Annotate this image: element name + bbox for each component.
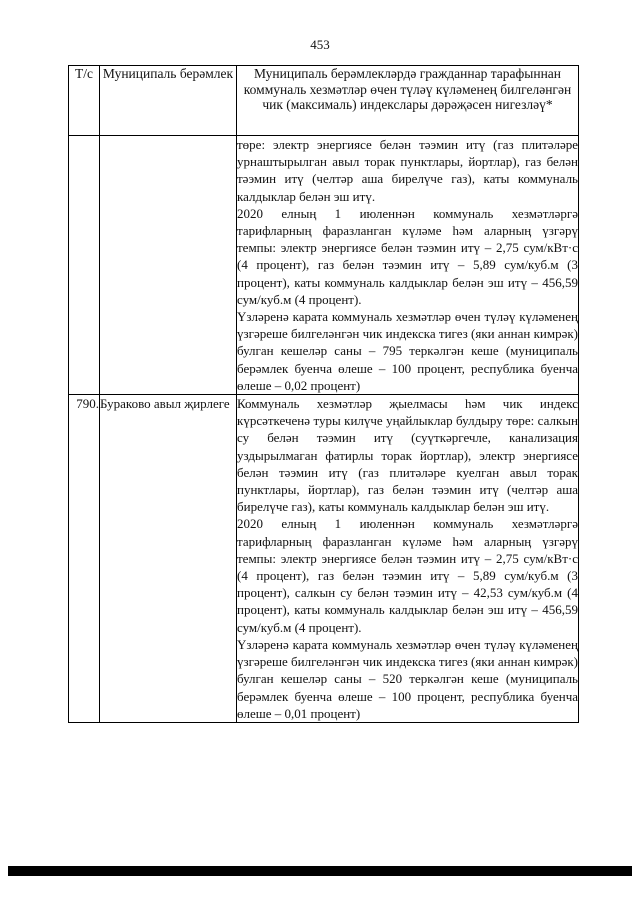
indices-table	[68, 65, 579, 723]
paragraph: 2020 елның 1 июленнән коммуналь хезмәтләргә тарифларның фаразланган күләме һәм аларның үзгәрү темпы: электр энергиясе белән тәэмин итү – 2,75 сум/кВт·с (4 процент), газ белән тәэмин итү – 5,89 сум/куб.м (3 процент), салкын су белән тәэмин итү – 42,53 сум/куб.м (4 процент), каты коммуналь калдыклар белән эш итү – 456,59 сум/куб.м (4 процент).	[237, 516, 578, 635]
scan-border-bar	[8, 866, 632, 876]
row-number	[69, 136, 100, 395]
row-number: 790.	[69, 395, 100, 723]
header-number: Т/с	[69, 66, 100, 136]
table-row	[69, 136, 579, 395]
paragraph: Үзләренә карата коммуналь хезмәтләр өчен түләү күләменең үзгәреше билгеләнгән чик индекска тигез (яки аннан кимрәк) булган кешеләр саны – 520 теркәлгән кеше (муниципаль берәмлек буенча өлеше – 100 процент, республика буенча өлеше – 0,01 процент)	[237, 636, 578, 721]
row-municipality: Бураково авыл җирлеге	[100, 395, 237, 723]
table-header-row	[69, 66, 579, 136]
row-justification	[237, 395, 579, 723]
paragraph: Коммуналь хезмәтләр җыелмасы һәм чик индекс күрсәткеченә туры килүче уңайлыклар булдыру төре: салкын су белән тәэмин итү (суүткәргечле, канализация уздырылмаган фатирлы торак йортлар), электр энергиясе белән тәэмин итү (газ плитәләре куелган авыл торак пунктлары, йортлар), газ белән тәэмин итү (челтәр аша бирелүче газ), каты коммуналь калдыклар белән эш итү.	[237, 396, 578, 515]
paragraph: 2020 елның 1 июленнән коммуналь хезмәтләргә тарифларның фаразланган күләме һәм аларның үзгәрү темпы: электр энергиясе белән тәэмин итү – 2,75 сум/кВт·с (4 процент), газ белән тәэмин итү – 5,89 сум/куб.м (3 процент), каты коммуналь калдыклар белән эш итү – 456,59 сум/куб.м (4 процент).	[237, 205, 578, 307]
header-municipality: Муниципаль берәмлек	[100, 66, 237, 136]
row-justification	[237, 136, 579, 395]
page-number: 453	[310, 37, 330, 52]
row-municipality	[100, 136, 237, 395]
paragraph: Үзләренә карата коммуналь хезмәтләр өчен түләү күләменең үзгәреше билгеләнгән чик индекска тигез (яки аннан кимрәк) булган кешеләр саны – 795 теркәлгән кеше (муниципаль берәмлек буенча өлеше – 100 процент, республика буенча өлеше – 0,02 процент)	[237, 309, 578, 393]
table-row	[69, 395, 579, 723]
header-justification: Муниципаль берәмлекләрдә гражданнар тарафыннан коммуналь хезмәтләр өчен түләү күләменең билгеләнгән чик (максималь) индекслары дәрәҗәсен нигезләү*	[237, 66, 579, 136]
paragraph: төре: электр энергиясе белән тәэмин итү (газ плитәләре урнаштырылган авыл торак пунктлары, йортлар), газ белән тәэмин итү (челтәр аша бирелүче газ), каты коммуналь калдыклар белән эш итү.	[237, 137, 578, 204]
